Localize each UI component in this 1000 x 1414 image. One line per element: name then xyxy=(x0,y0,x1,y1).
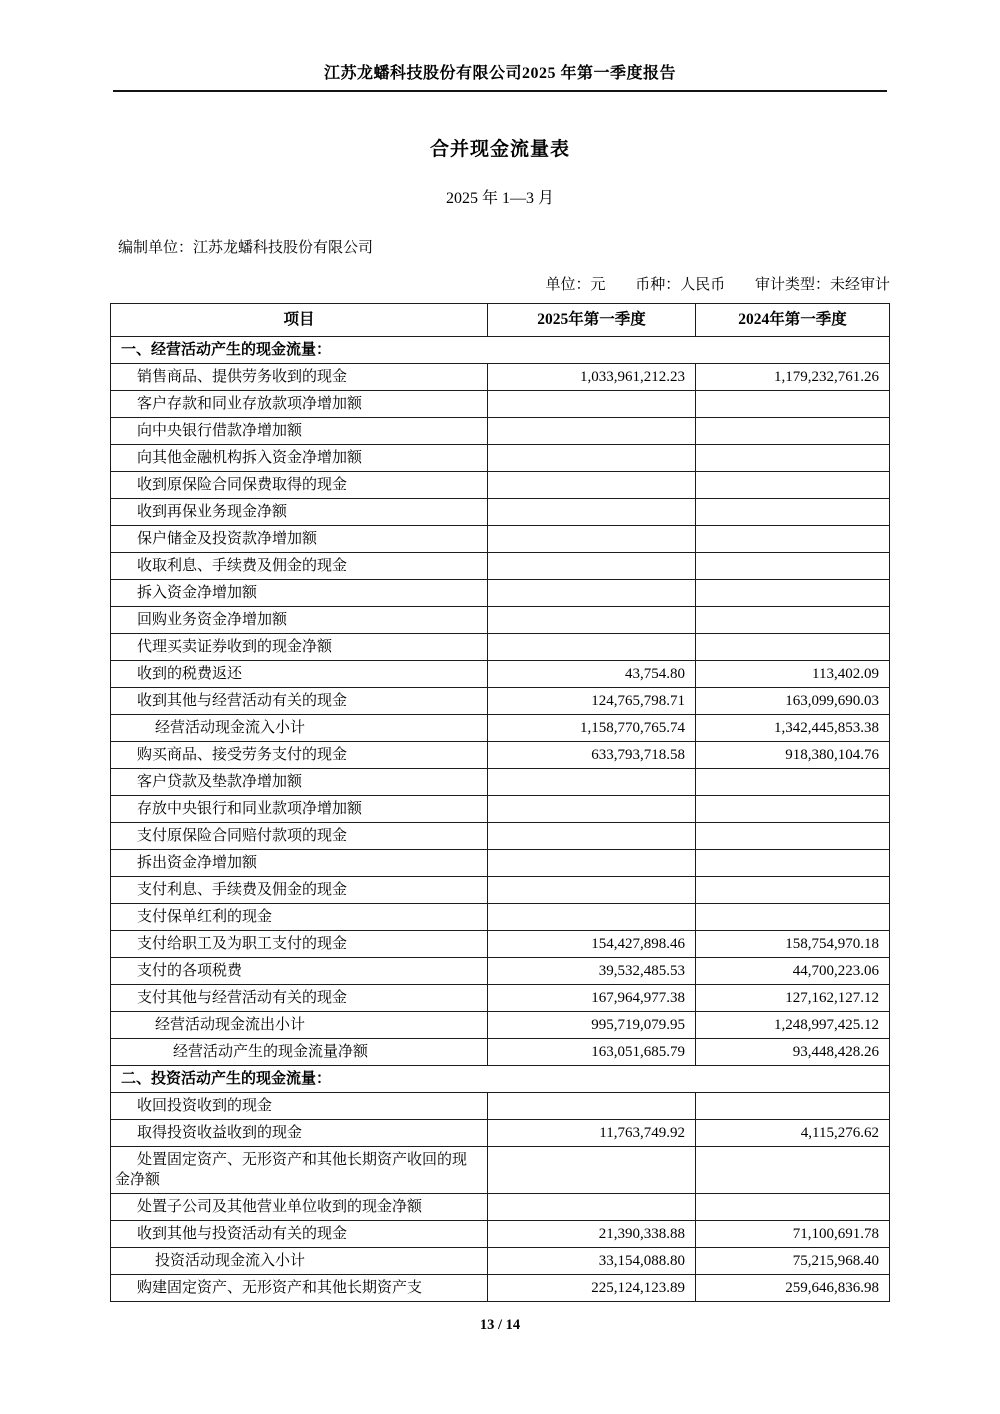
table-row xyxy=(111,1275,890,1302)
prepared-by: 编制单位：江苏龙蟠科技股份有限公司 xyxy=(118,240,374,256)
table-row xyxy=(111,445,890,472)
item-label: 支付保单红利的现金 xyxy=(111,904,488,931)
value-2024q1: 127,162,127.12 xyxy=(696,985,890,1012)
unit-label: 单位：元 xyxy=(545,277,606,293)
currency-label: 币种：人民币 xyxy=(635,277,726,293)
value-2024q1 xyxy=(696,796,890,823)
table-row xyxy=(111,418,890,445)
item-label: 收到其他与投资活动有关的现金 xyxy=(111,1221,488,1248)
table-row xyxy=(111,715,890,742)
value-2025q1: 11,763,749.92 xyxy=(488,1120,696,1147)
value-2024q1 xyxy=(696,499,890,526)
value-2025q1: 39,532,485.53 xyxy=(488,958,696,985)
page-number: 13 / 14 xyxy=(479,1317,521,1333)
item-label: 客户存款和同业存放款项净增加额 xyxy=(111,391,488,418)
item-label: 支付原保险合同赔付款项的现金 xyxy=(111,823,488,850)
item-label: 收取利息、手续费及佣金的现金 xyxy=(111,553,488,580)
value-2024q1 xyxy=(696,634,890,661)
value-2024q1: 4,115,276.62 xyxy=(696,1120,890,1147)
item-label: 向其他金融机构拆入资金净增加额 xyxy=(111,445,488,472)
value-2025q1 xyxy=(488,904,696,931)
value-2025q1 xyxy=(488,850,696,877)
value-2025q1 xyxy=(488,1147,696,1194)
value-2024q1: 163,099,690.03 xyxy=(696,688,890,715)
value-2024q1 xyxy=(696,877,890,904)
table-row xyxy=(111,769,890,796)
value-2025q1: 124,765,798.71 xyxy=(488,688,696,715)
value-2024q1 xyxy=(696,823,890,850)
table-row xyxy=(111,1039,890,1066)
section-row xyxy=(111,1066,890,1093)
value-2025q1 xyxy=(488,823,696,850)
value-2025q1: 1,158,770,765.74 xyxy=(488,715,696,742)
table-row xyxy=(111,1147,890,1194)
statement-meta xyxy=(110,273,890,294)
item-label: 购建固定资产、无形资产和其他长期资产支 xyxy=(111,1275,488,1302)
table-row xyxy=(111,1194,890,1221)
table-row xyxy=(111,526,890,553)
section-label: 一、经营活动产生的现金流量： xyxy=(111,337,890,364)
item-label: 客户贷款及垫款净增加额 xyxy=(111,769,488,796)
value-2024q1: 259,646,836.98 xyxy=(696,1275,890,1302)
value-2024q1: 1,179,232,761.26 xyxy=(696,364,890,391)
value-2025q1 xyxy=(488,769,696,796)
value-2024q1 xyxy=(696,1093,890,1120)
table-row xyxy=(111,904,890,931)
item-label: 拆出资金净增加额 xyxy=(111,850,488,877)
value-2024q1 xyxy=(696,391,890,418)
item-label: 销售商品、提供劳务收到的现金 xyxy=(111,364,488,391)
item-label: 经营活动产生的现金流量净额 xyxy=(111,1039,488,1066)
value-2024q1 xyxy=(696,472,890,499)
value-2025q1 xyxy=(488,553,696,580)
item-label: 处置子公司及其他营业单位收到的现金净额 xyxy=(111,1194,488,1221)
table-row xyxy=(111,580,890,607)
value-2025q1 xyxy=(488,796,696,823)
item-label: 支付其他与经营活动有关的现金 xyxy=(111,985,488,1012)
item-label: 拆入资金净增加额 xyxy=(111,580,488,607)
statement-period: 2025 年 1—3 月 xyxy=(445,190,554,207)
table-row xyxy=(111,553,890,580)
audit-type-label: 审计类型：未经审计 xyxy=(754,277,890,293)
item-label: 投资活动现金流入小计 xyxy=(111,1248,488,1275)
value-2025q1 xyxy=(488,445,696,472)
header-divider xyxy=(113,90,887,92)
value-2025q1 xyxy=(488,391,696,418)
item-label: 存放中央银行和同业款项净增加额 xyxy=(111,796,488,823)
value-2024q1: 113,402.09 xyxy=(696,661,890,688)
section-label: 二、投资活动产生的现金流量： xyxy=(111,1066,890,1093)
item-label: 支付的各项税费 xyxy=(111,958,488,985)
value-2025q1 xyxy=(488,499,696,526)
table-row xyxy=(111,931,890,958)
value-2024q1: 158,754,970.18 xyxy=(696,931,890,958)
table-header-row xyxy=(111,304,890,337)
value-2025q1 xyxy=(488,634,696,661)
item-label: 向中央银行借款净增加额 xyxy=(111,418,488,445)
value-2025q1 xyxy=(488,1194,696,1221)
table-row xyxy=(111,472,890,499)
value-2025q1 xyxy=(488,472,696,499)
column-header-item: 项目 xyxy=(111,304,488,337)
cash-flow-table xyxy=(110,303,890,1302)
item-label: 收到其他与经营活动有关的现金 xyxy=(111,688,488,715)
value-2025q1: 167,964,977.38 xyxy=(488,985,696,1012)
value-2025q1 xyxy=(488,877,696,904)
table-row xyxy=(111,661,890,688)
item-label: 回购业务资金净增加额 xyxy=(111,607,488,634)
table-row xyxy=(111,742,890,769)
table-row xyxy=(111,877,890,904)
value-2024q1: 71,100,691.78 xyxy=(696,1221,890,1248)
statement-title: 合并现金流量表 xyxy=(429,139,570,160)
item-label: 收回投资收到的现金 xyxy=(111,1093,488,1120)
column-header-2025q1: 2025年第一季度 xyxy=(488,304,696,337)
value-2024q1: 93,448,428.26 xyxy=(696,1039,890,1066)
value-2024q1 xyxy=(696,607,890,634)
value-2024q1 xyxy=(696,850,890,877)
section-row xyxy=(111,337,890,364)
table-row xyxy=(111,1221,890,1248)
value-2025q1: 633,793,718.58 xyxy=(488,742,696,769)
table-row xyxy=(111,1120,890,1147)
item-label: 处置固定资产、无形资产和其他长期资产收回的现金净额 xyxy=(111,1147,488,1194)
item-label: 购买商品、接受劳务支付的现金 xyxy=(111,742,488,769)
item-label: 收到的税费返还 xyxy=(111,661,488,688)
item-label: 经营活动现金流入小计 xyxy=(111,715,488,742)
value-2025q1: 163,051,685.79 xyxy=(488,1039,696,1066)
value-2024q1 xyxy=(696,580,890,607)
table-row xyxy=(111,391,890,418)
value-2024q1 xyxy=(696,1147,890,1194)
table-row xyxy=(111,1248,890,1275)
table-row xyxy=(111,985,890,1012)
value-2025q1 xyxy=(488,1093,696,1120)
value-2024q1: 75,215,968.40 xyxy=(696,1248,890,1275)
value-2024q1 xyxy=(696,1194,890,1221)
value-2024q1: 918,380,104.76 xyxy=(696,742,890,769)
table-row xyxy=(111,364,890,391)
item-label: 经营活动现金流出小计 xyxy=(111,1012,488,1039)
value-2025q1: 154,427,898.46 xyxy=(488,931,696,958)
table-row xyxy=(111,634,890,661)
value-2025q1: 21,390,338.88 xyxy=(488,1221,696,1248)
value-2024q1: 44,700,223.06 xyxy=(696,958,890,985)
item-label: 支付利息、手续费及佣金的现金 xyxy=(111,877,488,904)
item-label: 收到原保险合同保费取得的现金 xyxy=(111,472,488,499)
table-row xyxy=(111,1012,890,1039)
table-row xyxy=(111,607,890,634)
value-2025q1: 1,033,961,212.23 xyxy=(488,364,696,391)
value-2024q1: 1,342,445,853.38 xyxy=(696,715,890,742)
value-2024q1 xyxy=(696,418,890,445)
value-2024q1 xyxy=(696,553,890,580)
value-2025q1: 33,154,088.80 xyxy=(488,1248,696,1275)
value-2024q1 xyxy=(696,904,890,931)
table-row xyxy=(111,823,890,850)
value-2025q1: 225,124,123.89 xyxy=(488,1275,696,1302)
table-row xyxy=(111,499,890,526)
value-2025q1 xyxy=(488,580,696,607)
value-2025q1 xyxy=(488,418,696,445)
value-2025q1 xyxy=(488,526,696,553)
table-row xyxy=(111,796,890,823)
column-header-2024q1: 2024年第一季度 xyxy=(696,304,890,337)
table-row xyxy=(111,850,890,877)
value-2025q1 xyxy=(488,607,696,634)
value-2024q1 xyxy=(696,445,890,472)
value-2025q1: 995,719,079.95 xyxy=(488,1012,696,1039)
value-2025q1: 43,754.80 xyxy=(488,661,696,688)
item-label: 取得投资收益收到的现金 xyxy=(111,1120,488,1147)
table-row xyxy=(111,1093,890,1120)
value-2024q1 xyxy=(696,526,890,553)
value-2024q1: 1,248,997,425.12 xyxy=(696,1012,890,1039)
table-row xyxy=(111,688,890,715)
item-label: 代理买卖证券收到的现金净额 xyxy=(111,634,488,661)
table-row xyxy=(111,958,890,985)
table-body xyxy=(111,337,890,1302)
item-label: 支付给职工及为职工支付的现金 xyxy=(111,931,488,958)
item-label: 收到再保业务现金净额 xyxy=(111,499,488,526)
page-header: 江苏龙蟠科技股份有限公司2025 年第一季度报告 xyxy=(323,65,676,82)
item-label: 保户储金及投资款净增加额 xyxy=(111,526,488,553)
value-2024q1 xyxy=(696,769,890,796)
